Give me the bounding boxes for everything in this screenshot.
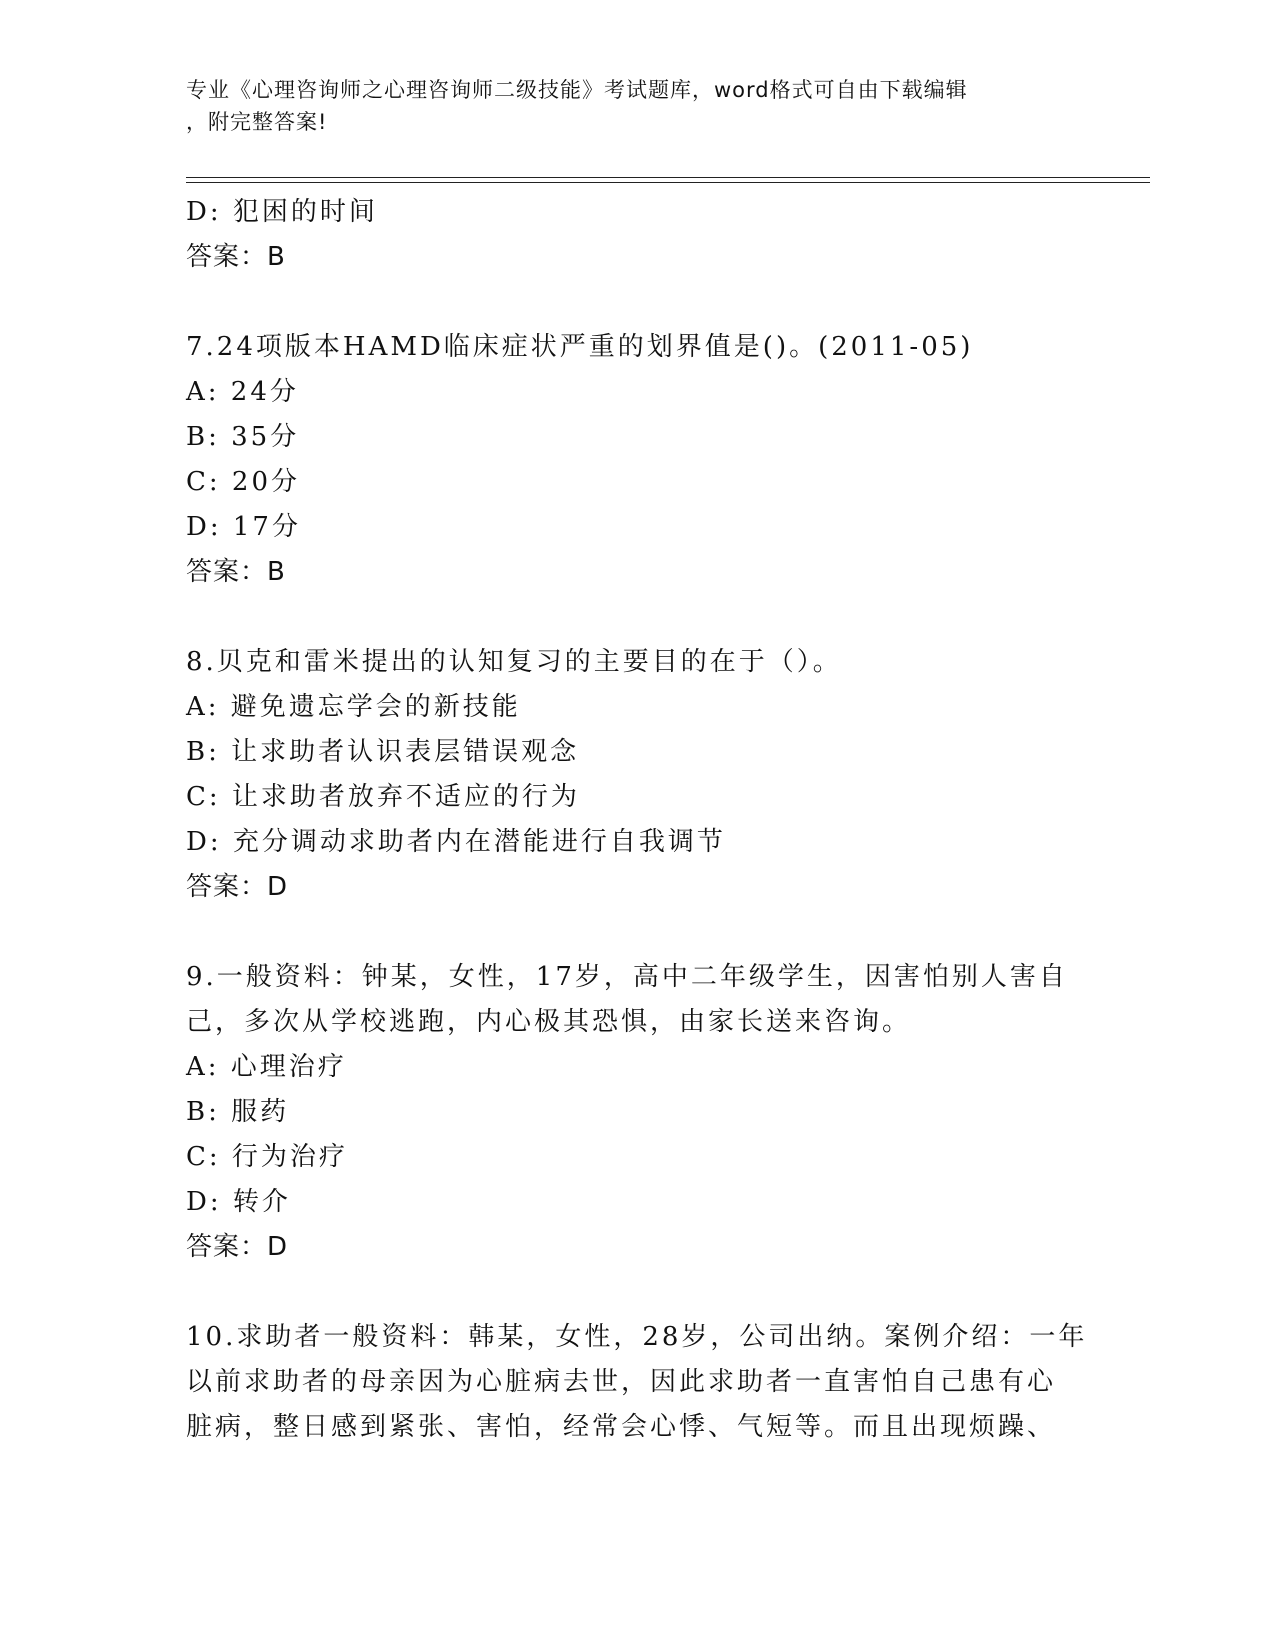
- document-header: [186, 74, 1066, 138]
- header-line-1: 专业《心理咨询师之心理咨询师二级技能》考试题库，word格式可自由下载编辑: [186, 78, 968, 102]
- question-10: [186, 1315, 1086, 1450]
- spacer: [186, 1270, 1086, 1315]
- question-8: [186, 640, 1086, 910]
- header-line-2: ，附完整答案!: [186, 110, 328, 134]
- q6-option-d: D: 犯困的时间: [186, 197, 378, 227]
- q8-option-b: B: 让求助者认识表层错误观念: [186, 737, 580, 767]
- header-rule-top: [186, 177, 1150, 178]
- q9-option-b: B: 服药: [186, 1097, 290, 1127]
- q10-stem-line-2: 以前求助者的母亲因为心脏病去世，因此求助者一直害怕自己患有心: [186, 1367, 1057, 1397]
- q8-answer: 答案：D: [186, 872, 289, 902]
- spacer: [186, 595, 1086, 640]
- q9-option-d: D: 转介: [186, 1187, 291, 1217]
- q8-option-c: C: 让求助者放弃不适应的行为: [186, 782, 580, 812]
- spacer: [186, 280, 1086, 325]
- header-rule-bottom: [186, 182, 1150, 183]
- q10-stem-line-3: 脏病，整日感到紧张、害怕，经常会心悸、气短等。而且出现烦躁、: [186, 1412, 1057, 1442]
- question-6-tail: [186, 190, 1086, 280]
- question-9: [186, 955, 1086, 1270]
- q7-option-d: D: 17分: [186, 512, 301, 542]
- q10-stem-line-1: 10.求助者一般资料：韩某，女性，28岁，公司出纳。案例介绍：一年: [186, 1322, 1088, 1352]
- q9-stem: [186, 955, 1076, 1045]
- q7-answer: 答案：B: [186, 557, 286, 587]
- q8-option-a: A: 避免遗忘学会的新技能: [186, 692, 521, 722]
- question-7: [186, 325, 1086, 595]
- q8-stem: 8.贝克和雷米提出的认知复习的主要目的在于（）。: [186, 647, 842, 677]
- q9-option-a: A: 心理治疗: [186, 1052, 347, 1082]
- q9-option-c: C: 行为治疗: [186, 1142, 348, 1172]
- q7-stem: 7.24项版本HAMD临床症状严重的划界值是()。(2011-05): [186, 332, 974, 362]
- q9-stem-line-1: 9.一般资料：钟某，女性，17岁，高中二年级学生，因害怕别人害自: [186, 962, 1068, 992]
- q7-option-a: A: 24分: [186, 377, 299, 407]
- question-list: [186, 190, 1086, 1450]
- q7-option-b: B: 35分: [186, 422, 300, 452]
- q9-stem-line-2: 己，多次从学校逃跑，内心极其恐惧，由家长送来咨询。: [186, 1007, 912, 1037]
- q10-stem: [186, 1315, 1088, 1450]
- spacer: [186, 910, 1086, 955]
- q6-answer: 答案：B: [186, 242, 286, 272]
- q9-answer: 答案：D: [186, 1232, 289, 1262]
- q7-option-c: C: 20分: [186, 467, 301, 497]
- q8-option-d: D: 充分调动求助者内在潜能进行自我调节: [186, 827, 726, 857]
